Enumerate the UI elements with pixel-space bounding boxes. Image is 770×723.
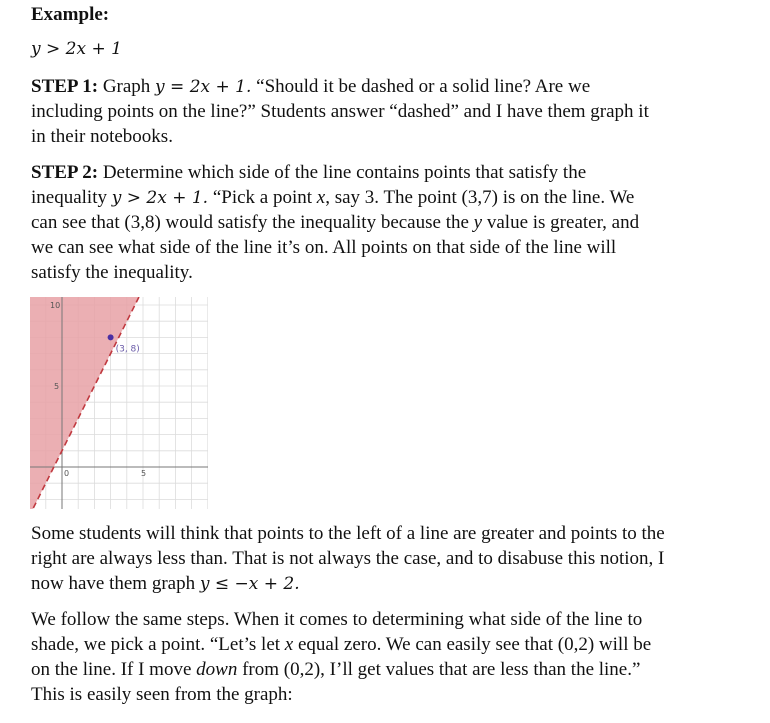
step1-equation: y = 2x + 1.	[155, 77, 252, 97]
tick-y-10: 10	[50, 301, 61, 310]
step2-text-2b: “Pick a point	[208, 187, 317, 208]
para4-var-x: x	[284, 634, 294, 655]
step1-text-b: “Should it be dashed or a solid line? Are we	[251, 76, 591, 97]
step2-line-1	[31, 161, 586, 185]
para3-line-2: right are always less than. That is not always the case, and to disabuse this notion, I	[31, 548, 665, 569]
point-label: (3, 8)	[115, 344, 140, 355]
step1-line-2: including points on the line?” Students answer “dashed” and I have them graph it	[31, 101, 649, 122]
para4-text-3a: on the line. If I move	[31, 659, 197, 680]
tick-origin: 0	[64, 469, 70, 478]
step1-line-1	[31, 75, 590, 99]
step1-line-3: in their notebooks.	[31, 126, 173, 147]
step2-text-3b: value is greater, and	[482, 212, 640, 233]
step2-text-2a: inequality	[31, 187, 112, 208]
example-inequality-text: y > 2x + 1	[31, 39, 122, 59]
step2-text-1: Determine which side of the line contains points that satisfy the	[98, 162, 587, 183]
para4-line-3	[31, 658, 640, 682]
para4-line-1: We follow the same steps. When it comes to determining what side of the line to	[31, 609, 643, 630]
para4-text-2a: shade, we pick a point. “Let’s let	[31, 634, 285, 655]
para4-word-down: down	[196, 659, 238, 680]
para4-text-2b: equal zero. We can easily see that (0,2) will be	[293, 634, 652, 655]
para4-line-4: This is easily seen from the graph:	[31, 684, 293, 705]
para3-equation: y ≤ −x + 2.	[199, 574, 300, 594]
para4-text-3b: from (0,2), I’ll get values that are less than the line.”	[237, 659, 641, 680]
para3-text-3a: now have them graph	[31, 573, 200, 594]
step2-var-y: y	[473, 212, 483, 233]
step1-text-a: Graph	[102, 76, 156, 97]
point-3-8	[108, 334, 114, 340]
step2-equation: y > 2x + 1.	[111, 188, 209, 208]
step2-line-2	[31, 186, 634, 210]
para3-line-1: Some students will think that points to the left of a line are greater and points to the	[31, 523, 665, 544]
step2-label: STEP 2:	[31, 162, 99, 183]
step2-text-2c: , say 3. The point (3,7) is on the line. We	[325, 187, 635, 208]
example-heading: Example:	[31, 4, 110, 25]
step2-line-5: satisfy the inequality.	[31, 262, 193, 283]
para3-line-3	[31, 572, 300, 596]
step1-label: STEP 1:	[31, 76, 99, 97]
step2-line-3	[31, 211, 639, 235]
example-inequality	[31, 37, 122, 61]
step2-text-3a: can see that (3,8) would satisfy the inequality because the	[31, 212, 474, 233]
para4-line-2	[31, 633, 651, 657]
tick-y-5: 5	[54, 382, 60, 391]
inequality-graph	[30, 297, 208, 509]
step2-line-4: we can see what side of the line it’s on. All points on that side of the line will	[31, 237, 617, 258]
step2-var-x: x	[316, 187, 326, 208]
tick-x-5: 5	[141, 469, 147, 478]
